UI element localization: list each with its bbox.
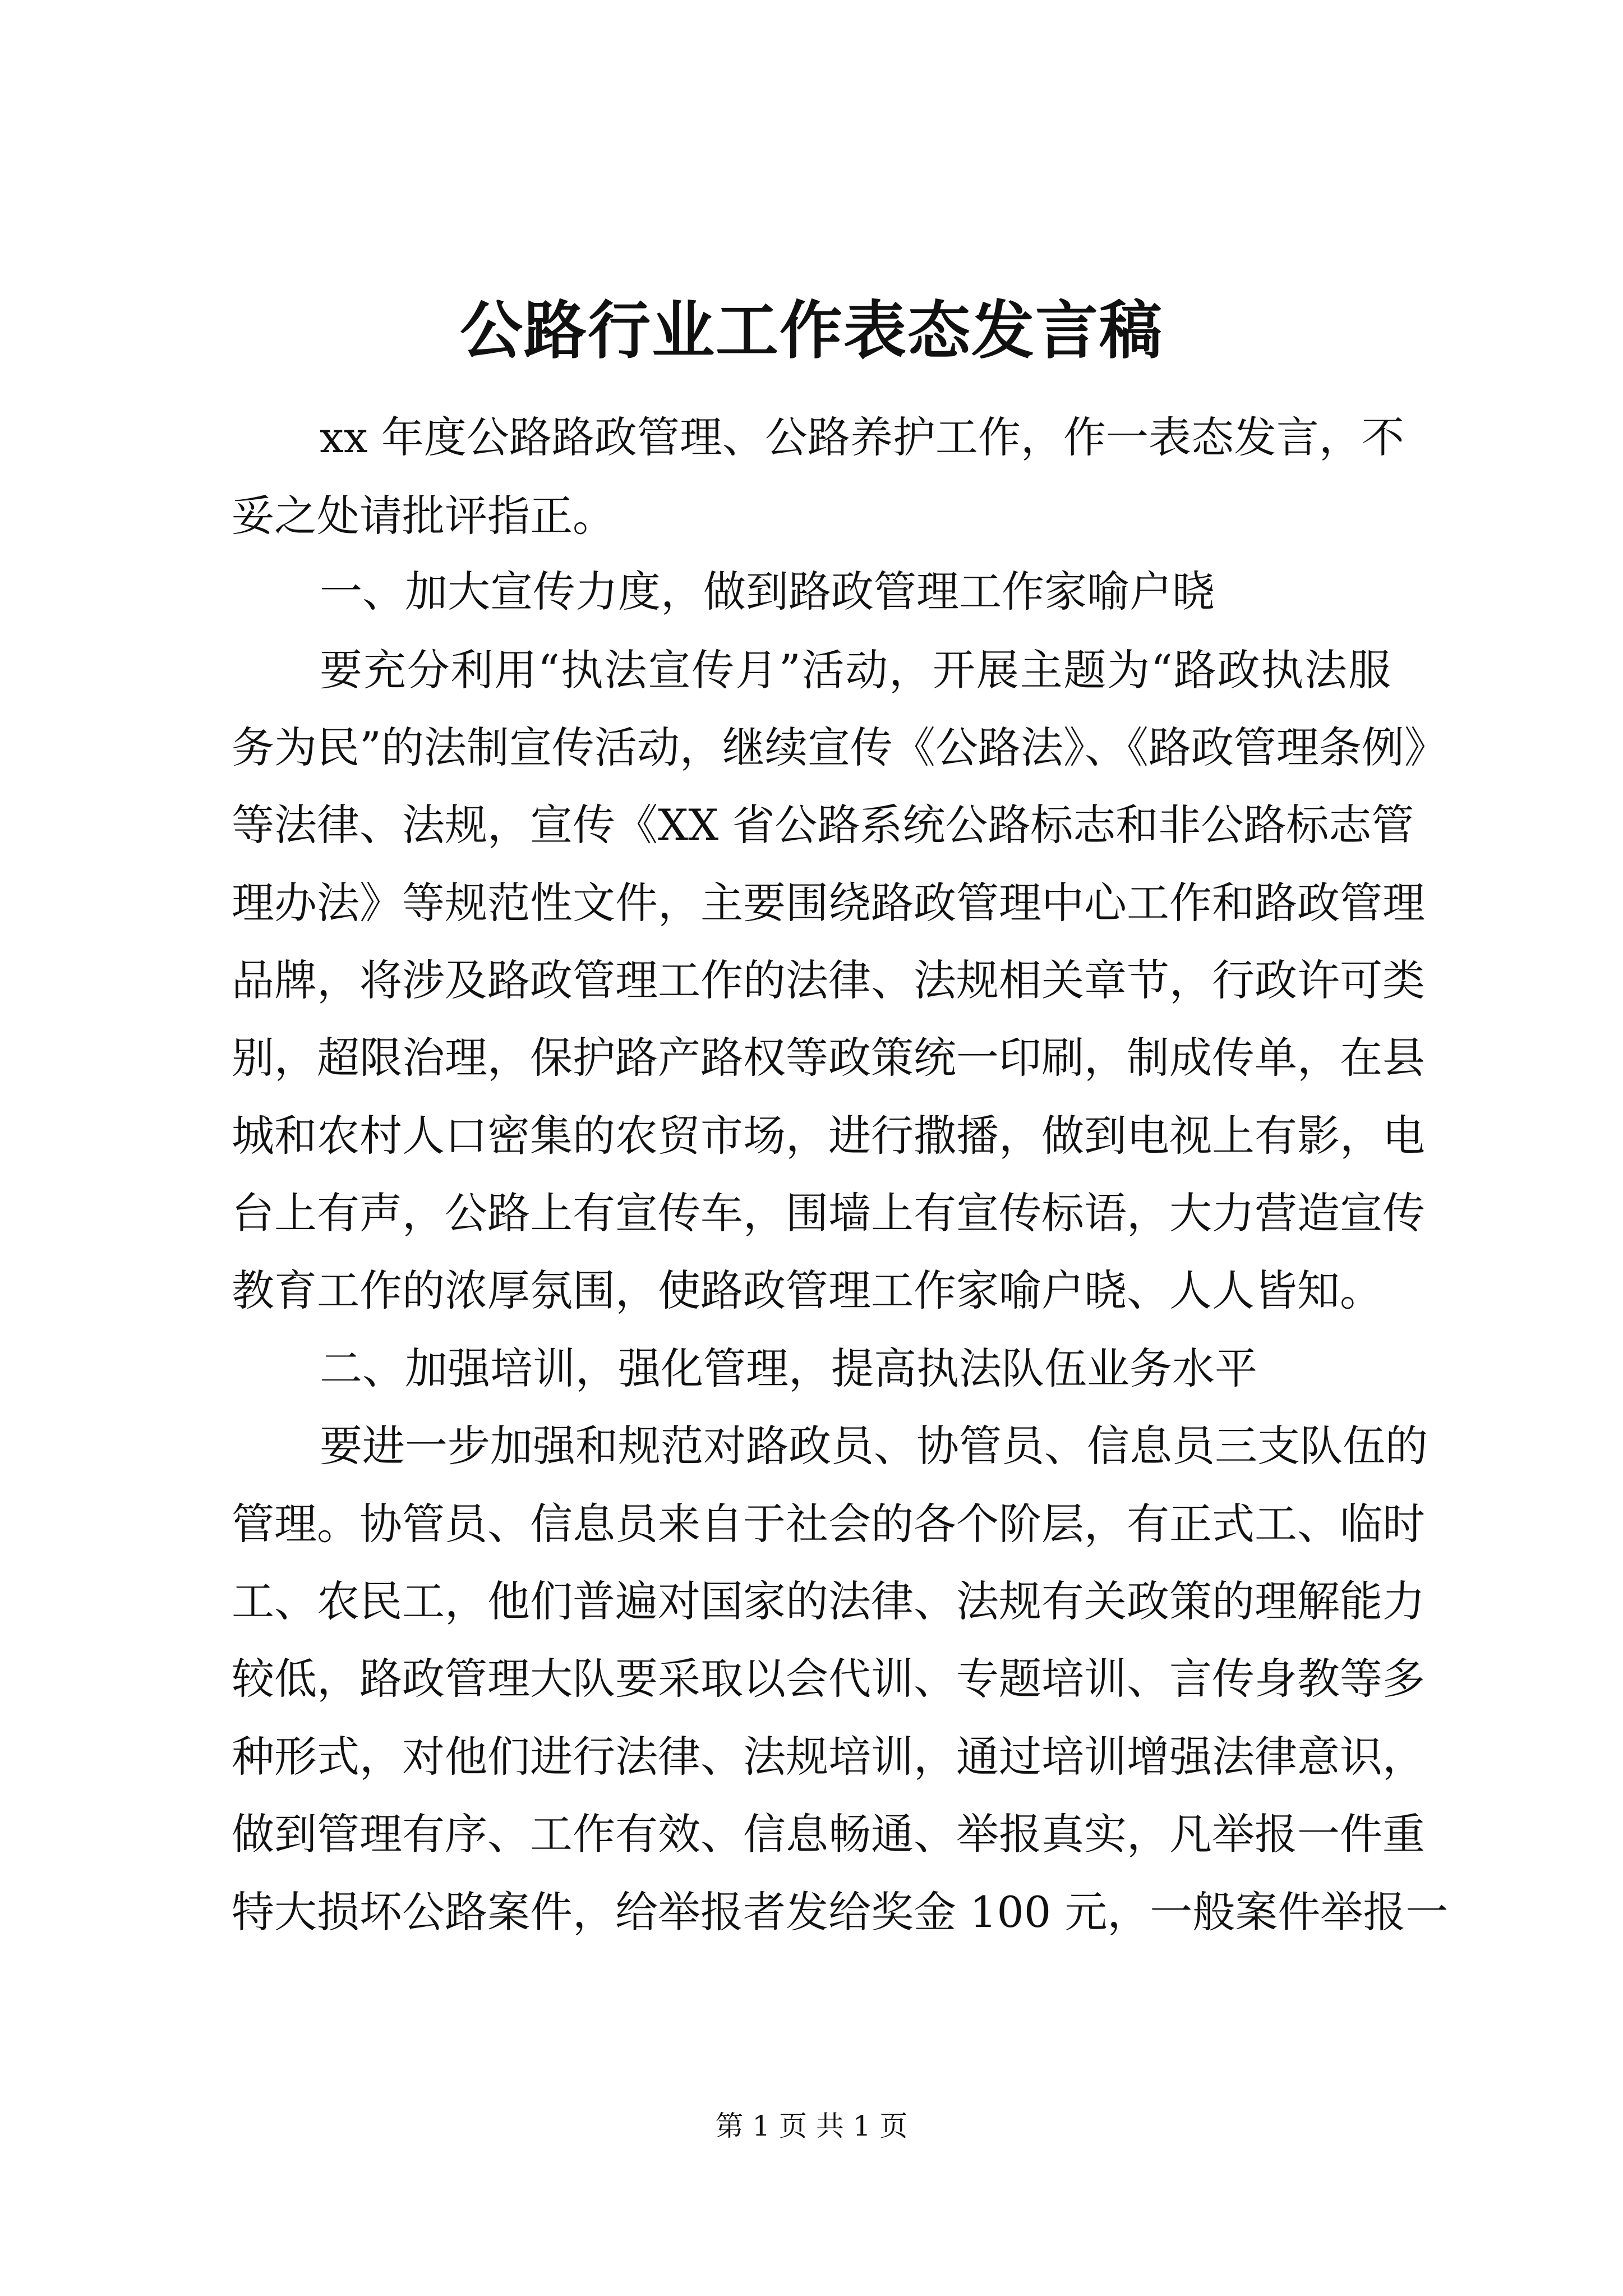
text-line: 管理。协管员、信息员来自于社会的各个阶层，有正式工、临时 [232,1499,1425,1549]
text-line: 特大损坏公路案件，给举报者发给奖金 100 元，一般案件举报一 [232,1887,1449,1937]
text-line: 种形式，对他们进行法律、法规培训，通过培训增强法律意识， [232,1732,1425,1782]
text-line: xx 年度公路路政管理、公路养护工作，作一表态发言，不 [320,412,1404,462]
text-line: 工、农民工，他们普遍对国家的法律、法规有关政策的理解能力 [232,1576,1425,1626]
text-line: 等法律、法规，宣传《XX 省公路系统公路标志和非公路标志管 [232,800,1414,850]
text-line: 城和农村人口密集的农贸市场，进行撒播，做到电视上有影，电 [232,1111,1425,1161]
section-heading: 一、加大宣传力度，做到路政管理工作家喻户晓 [320,567,1215,616]
text-line: 品牌，将涉及路政管理工作的法律、法规相关章节，行政许可类 [232,955,1425,1005]
text-line: 别，超限治理，保护路产路权等政策统一印刷，制成传单，在县 [232,1033,1425,1083]
text-line: 较低，路政管理大队要采取以会代训、专题培训、言传身教等多 [232,1654,1425,1704]
text-line: 教育工作的浓厚氛围，使路政管理工作家喻户晓、人人皆知。 [232,1266,1382,1315]
document-title: 公路行业工作表态发言稿 [460,294,1163,367]
text-line: 理办法》等规范性文件，主要围绕路政管理中心工作和路政管理 [232,878,1425,928]
text-line: 要充分利用“执法宣传月”活动，开展主题为“路政执法服 [320,645,1391,695]
section-heading: 二、加强培训，强化管理，提高执法队伍业务水平 [320,1343,1257,1393]
page-footer: 第 1 页 共 1 页 [715,2110,908,2142]
text-line: 务为民”的法制宣传活动，继续宣传《公路法》、《路政管理条例》 [232,723,1447,772]
text-line: 要进一步加强和规范对路政员、协管员、信息员三支队伍的 [320,1421,1428,1471]
text-line: 做到管理有序、工作有效、信息畅通、举报真实，凡举报一件重 [232,1809,1425,1859]
text-line: 妥之处请批评指正。 [232,491,615,541]
text-line: 台上有声，公路上有宣传车，围墙上有宣传标语，大力营造宣传 [232,1188,1425,1238]
